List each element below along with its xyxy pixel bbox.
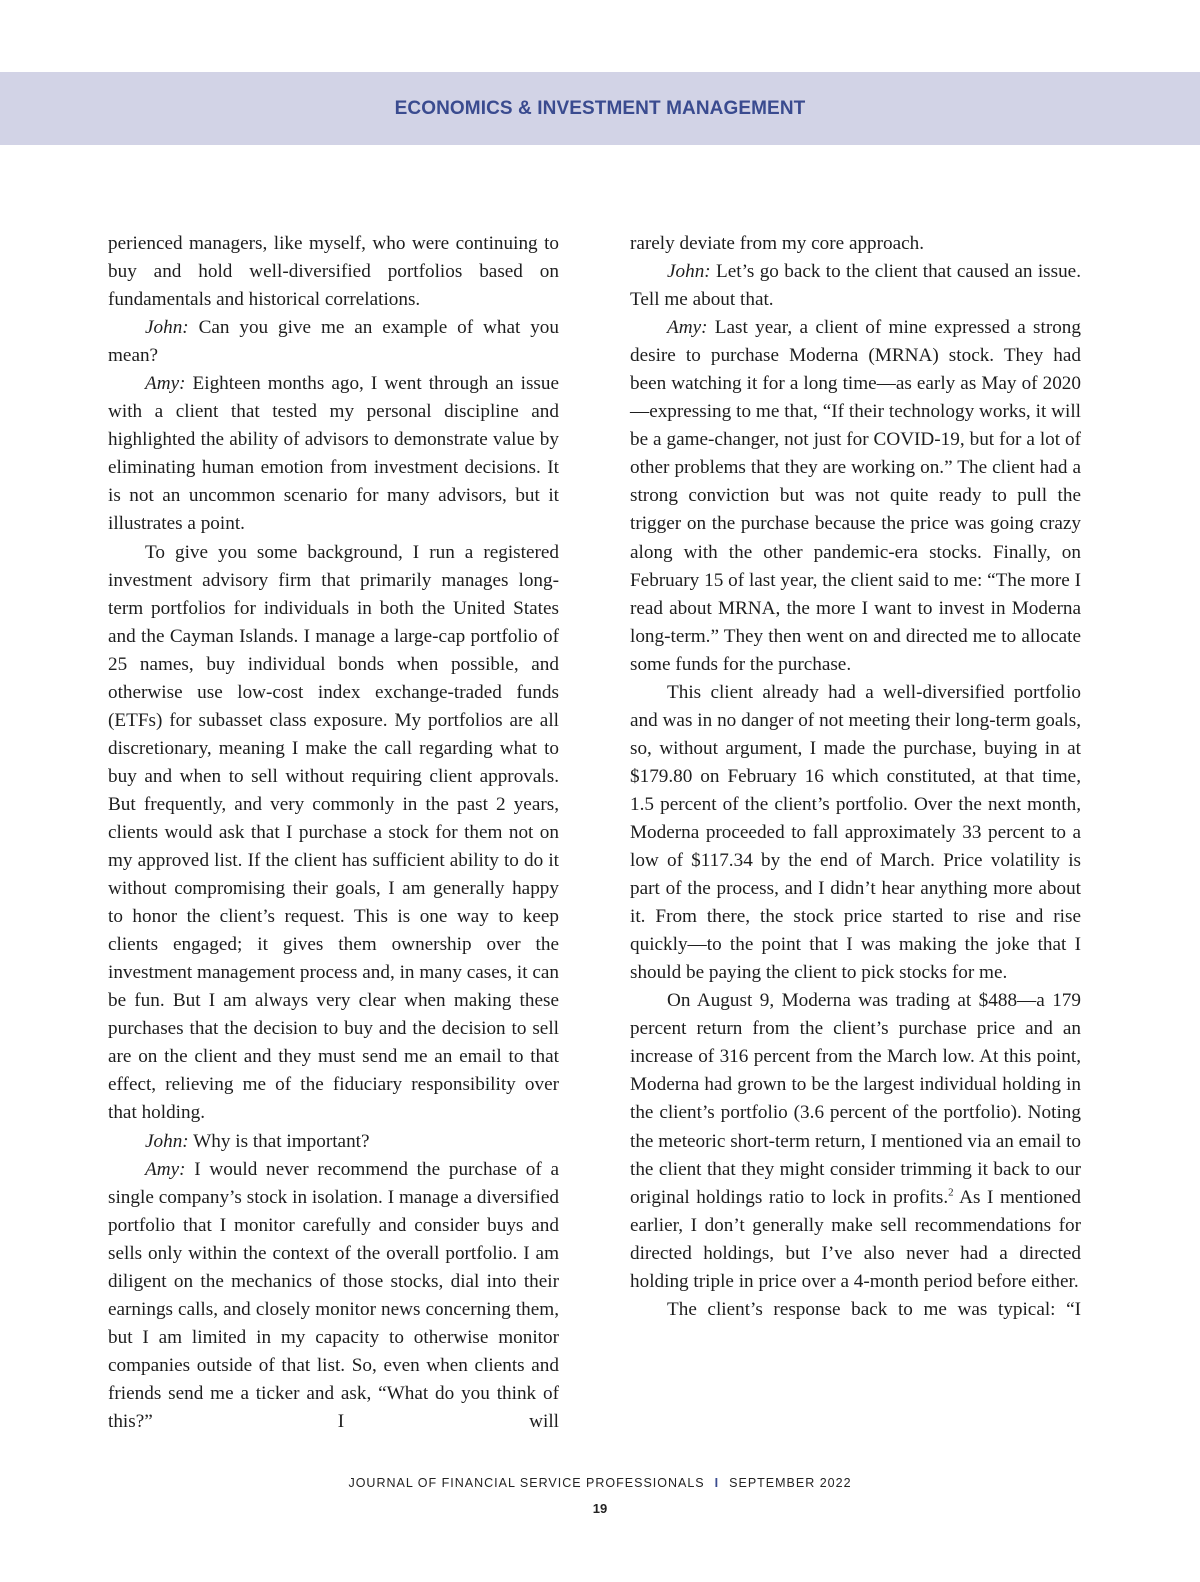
paragraph (108, 314, 559, 370)
paragraph (630, 987, 1081, 1296)
paragraph-text: rarely deviate from my core approach. (630, 233, 925, 254)
speaker-label: Amy: (145, 1158, 186, 1180)
speaker-label: John: (145, 317, 189, 339)
paragraph-text: As I mentioned earlier, I don’t generally make sell recommendations for directed holdings, but I’ve also never had a directed holding triple in price over a 4-month period before either. (630, 1186, 1081, 1292)
paragraph-text: The client’s response back to me was typical: “I (667, 1298, 1081, 1320)
footer-separator: I (714, 1476, 720, 1490)
section-banner (0, 72, 1200, 145)
paragraph-text: Why is that important? (188, 1130, 370, 1152)
paragraph-text: This client already had a well-diversified portfolio and was in no danger of not meeting their long-term goals, so, without argument, I made the purchase, buying in at $179.80 on February 16 which constituted, at that time, 1.5 percent of the client’s portfolio. Over the next month, Moderna proceeded to fall approximately 33 percent to a low of $117.34 by the end of March. Price volatility is part of the process, and I didn’t hear anything more about it. From there, the stock price started to rise and rise quickly—to the point that I was making the joke that I should be paying the client to pick stocks for me. (630, 681, 1081, 984)
paragraph (108, 1128, 559, 1156)
paragraph-text: perienced managers, like myself, who were continuing to buy and hold well-diversified portfolios based on fundamentals and historical correlations. (108, 233, 559, 311)
right-column (630, 230, 1081, 1324)
paragraph (630, 679, 1081, 988)
left-column (108, 230, 559, 1436)
paragraph-text: On August 9, Moderna was trading at $488—a 179 percent return from the client’s purchase price and an increase of 316 percent from the March low. At this point, Moderna had grown to be the largest individual holding in the client’s portfolio (3.6 percent of the portfolio). Noting the meteoric short-term return, I mentioned via an email to the client that they might consider trimming it back to our original holdings ratio to lock in profits. (630, 990, 1081, 1208)
paragraph (630, 1296, 1081, 1324)
section-title: ECONOMICS & INVESTMENT MANAGEMENT (394, 97, 806, 119)
paragraph-text: Eighteen months ago, I went through an issue with a client that tested my personal discipline and highlighted the ability of advisors to demonstrate value by eliminating human emotion from investment decisions. It is not an uncommon scenario for many advisors, but it illustrates a point. (108, 373, 559, 535)
paragraph-text: Let’s go back to the client that caused an issue. Tell me about that. (630, 261, 1081, 311)
paragraph-text: Can you give me an example of what you mean? (108, 317, 559, 367)
paragraph (108, 539, 559, 1128)
speaker-label: John: (667, 261, 711, 283)
speaker-label: John: (145, 1130, 189, 1152)
paragraph-text: To give you some background, I run a registered investment advisory firm that primarily manages long-term portfolios for individuals in both the United States and the Cayman Islands. I manage a large-cap portfolio of 25 names, buy individual bonds when possible, and otherwise use low-cost index exchange-traded funds (ETFs) for subasset class exposure. My portfolios are all discretionary, meaning I make the call regarding what to buy and when to sell without requiring client approvals. But frequently, and very commonly in the past 2 years, clients would ask that I purchase a stock for them not on my approved list. If the client has sufficient ability to do it without compromising their goals, I am generally happy to honor the client’s request. This is one way to keep clients engaged; it gives them ownership over the investment management process and, in many cases, it can be fun. But I am always very clear when making these purchases that the decision to buy and the decision to sell are on the client and they must send me an email to that effect, relieving me of the fiduciary responsibility over that holding. (108, 541, 559, 1124)
running-footer (0, 1476, 1200, 1490)
paragraph-text: I would never recommend the purchase of a single company’s stock in isolation. I manage a diversified portfolio that I monitor carefully and consider buys and sells only within the context of the overall portfolio. I am diligent on the mechanics of those stocks, dial into their earnings calls, and closely monitor news concerning them, but I am limited in my capacity to otherwise monitor companies outside of that list. So, even when clients and friends send me a ticker and ask, “What do you think of this?” I will (108, 1158, 559, 1432)
footnote-marker: 2 (948, 1186, 954, 1199)
paragraph (630, 230, 1081, 258)
paragraph (108, 1156, 559, 1436)
journal-name: JOURNAL OF FINANCIAL SERVICE PROFESSIONALS (348, 1476, 705, 1490)
speaker-label: Amy: (145, 373, 186, 395)
paragraph-text: Last year, a client of mine expressed a strong desire to purchase Moderna (MRNA) stock. They had been watching it for a long time—as early as May of 2020—expressing to me that, “If their technology works, it will be a game-changer, not just for COVID-19, but for a lot of other problems that they are working on.” The client had a strong conviction but was not quite ready to pull the trigger on the purchase because the price was going crazy along with the other pandemic-era stocks. Finally, on February 15 of last year, the client said to me: “The more I read about MRNA, the more I want to invest in Moderna long-term.” They then went on and directed me to allocate some funds for the purchase. (630, 317, 1081, 675)
paragraph (108, 230, 559, 314)
paragraph (630, 258, 1081, 314)
page-number: 19 (592, 1501, 608, 1516)
paragraph (630, 314, 1081, 679)
speaker-label: Amy: (667, 317, 708, 339)
paragraph (108, 370, 559, 538)
issue-date: SEPTEMBER 2022 (729, 1476, 852, 1490)
